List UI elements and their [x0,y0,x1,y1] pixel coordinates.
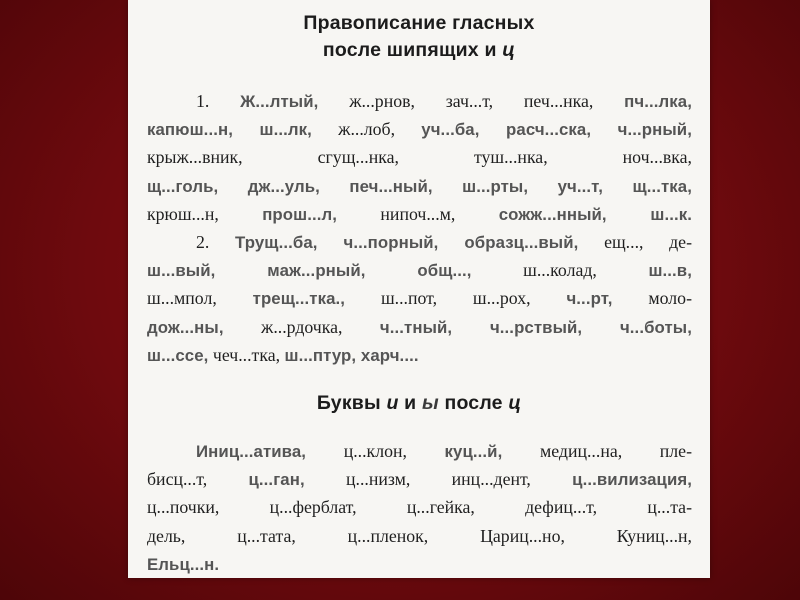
regular-word-group: ж...рнов, зач...т, печ...нка, [318,91,625,111]
regular-word-group: ш...мпол, [147,288,253,309]
exercise-line [147,256,692,284]
exercise-line [147,172,692,200]
regular-word-group: бисц...т, [147,469,249,490]
exercise-line [147,465,692,493]
exercise-line [147,115,692,143]
exercise-line [147,87,692,115]
bold-word-group: Ж...лтый, [240,92,319,111]
regular-word-group: ещ..., де- [578,231,692,252]
bold-word-group: сожж...нный, ш...к. [498,204,693,224]
bold-word-group: ч...рт, [566,289,613,309]
section-title-2-letter-ts: ц [508,392,522,414]
exercise-line [147,228,692,256]
bold-word-group: ч...тный, ч...рствый, ч...боты, [379,317,692,337]
exercise-block-2 [147,437,692,578]
bold-word-group: ц...вилизация, [572,470,693,490]
regular-word-group: ж...лоб, [311,119,422,140]
exercise-line [147,143,692,171]
bold-word-group: щ...голь, дж...уль, печ...ный, ш...рты, уч...т, щ...тка, [147,176,692,196]
regular-word-group: моло- [612,288,692,309]
bold-word-group: ш...вый, маж...рный, общ..., [147,261,472,281]
section-title-line-2-text: после шипящих и [322,39,503,61]
bold-word-group: ш...ссе, [147,345,209,365]
bold-word-group: уч...ба, расч...ска, ч...рный, [421,120,692,140]
regular-word-group: крыж...вник, сгущ...нка, туш...нка, ноч...вка, [147,147,692,168]
regular-word-group: ш...колад, [471,260,649,281]
section-title-line-1: Правописание гласных [303,12,535,34]
section-title-2-letter-y: ы [422,392,439,414]
regular-word-group: ш...пот, ш...рох, [345,288,567,309]
bold-word-group: прош...л, [262,204,338,224]
exercise-line [147,341,692,369]
exercise-block-1 [147,87,692,369]
textbook-page [128,0,710,578]
regular-word-group: 2. [196,231,236,252]
bold-word-group: ц...ган, [248,470,305,490]
section-title-2-letter-i: и [386,392,399,414]
bold-word-group: ш...птур, харч.... [284,345,419,365]
regular-word-group: чеч...тка, [208,344,285,365]
regular-word-group: медиц...на, пле- [502,441,692,461]
regular-word-group: нипоч...м, [337,203,499,224]
bold-word-group: трещ...тка., [252,289,346,309]
section-title-2-part-3: после [438,392,509,414]
bold-word-group: капюш...н, ш...лк, [147,120,312,140]
section-title-2-part-2: и [398,392,422,414]
regular-word-group: дель, ц...тата, ц...пленок, Цариц...но, Куниц...н, [147,525,692,546]
exercise-line [147,437,692,465]
bold-word-group: ш...в, [648,261,692,281]
section-title-vowels [128,10,710,64]
bold-word-group: дож...ны, [147,317,224,337]
section-title-letters [128,390,710,417]
regular-word-group: ж...рдочка, [223,316,380,337]
bold-word-group: Ельц...н. [147,554,220,574]
bold-word-group: куц...й, [444,442,503,461]
bold-word-group: Иниц...атива, [196,442,307,461]
regular-word-group: 1. [196,91,241,111]
exercise-line [147,493,692,521]
regular-word-group: ц...почки, ц...ферблат, ц...гейка, дефиц...т, ц...та- [147,497,692,518]
bold-word-group: пч...лка, [624,92,692,111]
regular-word-group: ц...низм, инц...дент, [304,469,573,490]
section-title-letter: ц [502,39,516,61]
bold-word-group: Трущ...ба, ч...порный, образц...вый, [235,232,579,252]
exercise-line [147,550,692,578]
section-title-line-2 [128,37,710,64]
section-title-2-part-1: Буквы [316,392,387,414]
exercise-line [147,200,692,228]
exercise-line [147,522,692,550]
regular-word-group: ц...клон, [306,441,445,461]
exercise-line [147,284,692,312]
regular-word-group: крюш...н, [147,203,263,224]
exercise-line [147,313,692,341]
